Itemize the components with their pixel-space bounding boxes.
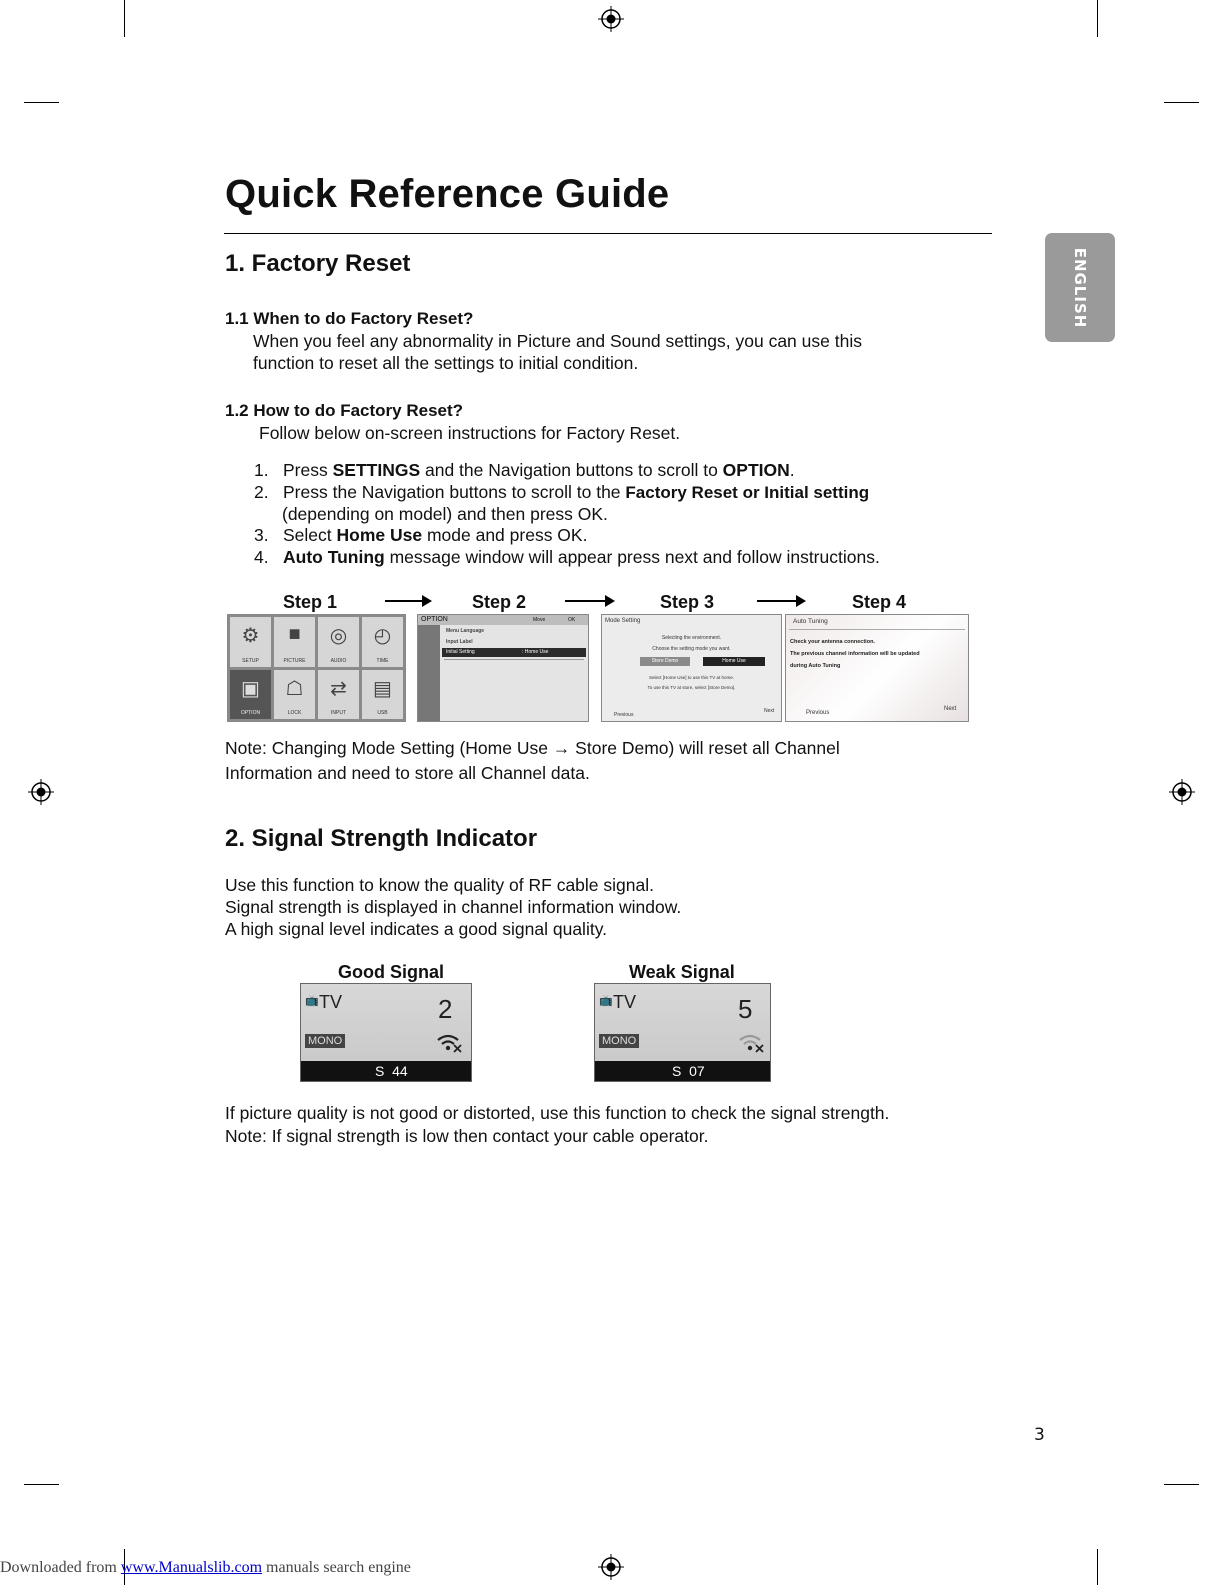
footer-suffix: manuals search engine	[262, 1559, 411, 1576]
step1-screenshot	[227, 614, 406, 722]
step3-previous[interactable]: Previous	[614, 712, 634, 718]
step4-next[interactable]: Next	[944, 706, 957, 712]
step-text: Select	[283, 525, 337, 545]
menu-tile-label: INPUT	[331, 710, 346, 716]
step-number: 2.	[254, 482, 269, 502]
crop-mark	[1097, 0, 1098, 37]
section2-line3: A high signal level indicates a good signal quality.	[225, 919, 608, 939]
section1-note-line1: Note: Changing Mode Setting (Home Use → Store Demo) will reset all Channel	[225, 738, 840, 758]
crop-mark	[24, 102, 59, 103]
step4-line1: Check your antenna connection.	[790, 639, 875, 645]
step2-move: Move	[533, 617, 546, 623]
step-keyword: SETTINGS	[332, 460, 421, 480]
step2-menu-item: Initial Setting	[446, 649, 475, 655]
strength-value: S 07	[672, 1063, 705, 1079]
menu-tile-label: PICTURE	[283, 657, 306, 664]
menu-tile-usb[interactable]	[362, 670, 403, 720]
step-text: message window will appear press next and follow instructions.	[384, 547, 880, 567]
menu-tile-time[interactable]	[362, 617, 403, 667]
home-use-button[interactable]: Home Use	[703, 657, 765, 666]
step3-title: Mode Setting	[605, 618, 641, 624]
step3-next[interactable]: Next	[764, 708, 775, 714]
step2-ok: OK	[568, 617, 576, 623]
audio-badge: MONO	[305, 1034, 345, 1048]
step-number: 4.	[254, 547, 269, 567]
crop-mark	[24, 1484, 59, 1485]
step2-divider	[444, 659, 584, 660]
step2-header-bar	[418, 615, 588, 625]
weak-signal-label: Weak Signal	[629, 962, 735, 982]
language-tab	[1045, 233, 1115, 342]
channel-number: 5	[738, 994, 753, 1024]
step3-line2: Choose the setting mode you want.	[652, 646, 731, 652]
step2-selected-value: : Home Use	[522, 649, 549, 655]
step4-screenshot	[785, 614, 969, 722]
menu-tile-label: TIME	[376, 657, 389, 664]
step2-selected-row	[442, 648, 586, 657]
source-label: TV	[613, 992, 637, 1012]
section2-after1: If picture quality is not good or distorted, use this function to check the signal strength.	[225, 1103, 890, 1123]
menu-tile-label: USB	[377, 710, 388, 716]
instruction-step-1	[254, 459, 795, 481]
language-tab-label: ENGLISH	[1071, 247, 1089, 328]
step-text: .	[789, 460, 795, 480]
option-icon: ▣	[241, 677, 260, 700]
step2-menu-item: Menu Language	[446, 628, 485, 634]
step-label-4: Step 4	[852, 592, 907, 612]
menu-tile-picture[interactable]	[274, 617, 315, 667]
signal-strength-icon	[737, 1032, 765, 1054]
step3-line3: Select [Home Use] to use this TV at home.	[649, 675, 734, 680]
step4-line3: during Auto Tuning	[790, 663, 841, 669]
step-arrow-icon	[565, 600, 613, 602]
signal-strength-icon	[435, 1032, 463, 1054]
time-icon: ◴	[373, 625, 392, 647]
section2-heading: 2. Signal Strength Indicator	[225, 825, 538, 852]
step2-screenshot	[417, 614, 589, 722]
menu-tile-label: OPTION	[240, 710, 261, 716]
step1-icon-grid	[230, 617, 403, 719]
section2-line2: Signal strength is displayed in channel information window.	[225, 897, 682, 917]
strength-value: S 44	[375, 1063, 408, 1079]
lock-icon: ☖	[285, 677, 304, 700]
sub2-intro: Follow below on-screen instructions for Factory Reset.	[259, 423, 681, 443]
step-number: 1.	[254, 460, 269, 480]
manualslib-link[interactable]: www.Manualslib.com	[120, 1559, 263, 1576]
title-rule	[224, 233, 992, 234]
step2-sidebar	[418, 625, 440, 721]
menu-tile-label: SETUP	[242, 657, 259, 664]
picture-icon: ■	[288, 623, 301, 645]
footer-prefix: Downloaded from	[0, 1559, 121, 1576]
registration-mark-icon	[28, 779, 54, 805]
instruction-step-2	[254, 481, 869, 504]
step-keyword: Home Use	[336, 525, 423, 545]
step4-title: Auto Tuning	[793, 618, 828, 625]
menu-tile-setup[interactable]	[230, 617, 271, 667]
step-text: Press	[283, 460, 333, 480]
audio-icon: ◎	[329, 625, 348, 647]
section1-heading: 1. Factory Reset	[225, 250, 411, 277]
step-keyword: Auto Tuning	[283, 547, 385, 567]
step-keyword: Factory Reset or Initial setting	[625, 483, 870, 502]
menu-tile-label: AUDIO	[330, 657, 347, 664]
source-label: TV	[319, 992, 343, 1012]
good-signal-panel	[300, 983, 472, 1082]
crop-mark	[124, 0, 125, 37]
registration-mark-icon	[1169, 779, 1195, 805]
step-keyword: OPTION	[722, 460, 790, 480]
setup-icon: ⚙	[241, 625, 260, 647]
audio-badge: MONO	[599, 1034, 639, 1048]
instruction-step-3	[254, 524, 587, 546]
sub1-line2: function to reset all the settings to initial condition.	[253, 353, 639, 373]
crop-mark	[1164, 1484, 1199, 1485]
step4-line2: The previous channel information will be updated	[790, 651, 920, 657]
menu-tile-lock[interactable]	[274, 670, 315, 720]
crop-mark	[1164, 102, 1199, 103]
tv-icon: 📺	[599, 995, 613, 1007]
step2-header: OPTION	[421, 616, 448, 623]
step3-line4: To use this TV at store, select [Store Demo].	[647, 685, 736, 690]
sub1-heading: 1.1 When to do Factory Reset?	[225, 309, 474, 328]
menu-tile-audio[interactable]	[318, 617, 359, 667]
section1-note-line2: Information and need to store all Channel data.	[225, 763, 590, 783]
channel-number: 2	[438, 994, 453, 1024]
step4-previous[interactable]: Previous	[806, 710, 830, 716]
step2-menu-item: Input Label	[446, 639, 473, 645]
step-text: Press the Navigation buttons to scroll to the	[283, 482, 626, 502]
weak-signal-panel	[594, 983, 771, 1082]
step-text: mode and press OK.	[422, 525, 588, 545]
section2-after2: Note: If signal strength is low then contact your cable operator.	[225, 1126, 709, 1146]
step-label-2: Step 2	[472, 592, 527, 612]
registration-mark-icon	[598, 1554, 624, 1580]
instruction-step-2-cont: (depending on model) and then press OK.	[282, 504, 608, 524]
step-label-3: Step 3	[660, 592, 715, 612]
step3-screenshot	[601, 614, 782, 722]
page-number: 3	[1034, 1425, 1045, 1445]
menu-tile-option[interactable]	[230, 670, 271, 720]
step-arrow-icon	[385, 600, 430, 602]
good-signal-label: Good Signal	[338, 962, 444, 982]
step-text: and the Navigation buttons to scroll to	[420, 460, 723, 480]
section2-line1: Use this function to know the quality of RF cable signal.	[225, 875, 654, 895]
footer	[0, 1559, 411, 1577]
input-icon: ⇄	[330, 677, 347, 700]
strength-bar	[595, 1061, 770, 1081]
menu-tile-input[interactable]	[318, 670, 359, 720]
step-number: 3.	[254, 525, 269, 545]
instruction-step-4	[254, 546, 880, 568]
sub1-line1: When you feel any abnormality in Picture and Sound settings, you can use this	[253, 331, 862, 351]
store-demo-button[interactable]: Store Demo	[640, 657, 690, 666]
step-label-1: Step 1	[283, 592, 338, 612]
registration-mark-icon	[598, 6, 624, 32]
usb-icon: ▤	[373, 677, 392, 700]
sub2-heading: 1.2 How to do Factory Reset?	[225, 401, 464, 420]
tv-icon: 📺	[305, 995, 319, 1007]
step-arrow-icon	[757, 600, 804, 602]
step4-divider	[789, 629, 965, 630]
strength-bar	[301, 1061, 471, 1081]
step3-line1: Selecting the environment.	[661, 635, 722, 641]
crop-mark	[1097, 1549, 1098, 1585]
menu-tile-label: LOCK	[287, 710, 302, 716]
page-title: Quick Reference Guide	[225, 172, 670, 216]
